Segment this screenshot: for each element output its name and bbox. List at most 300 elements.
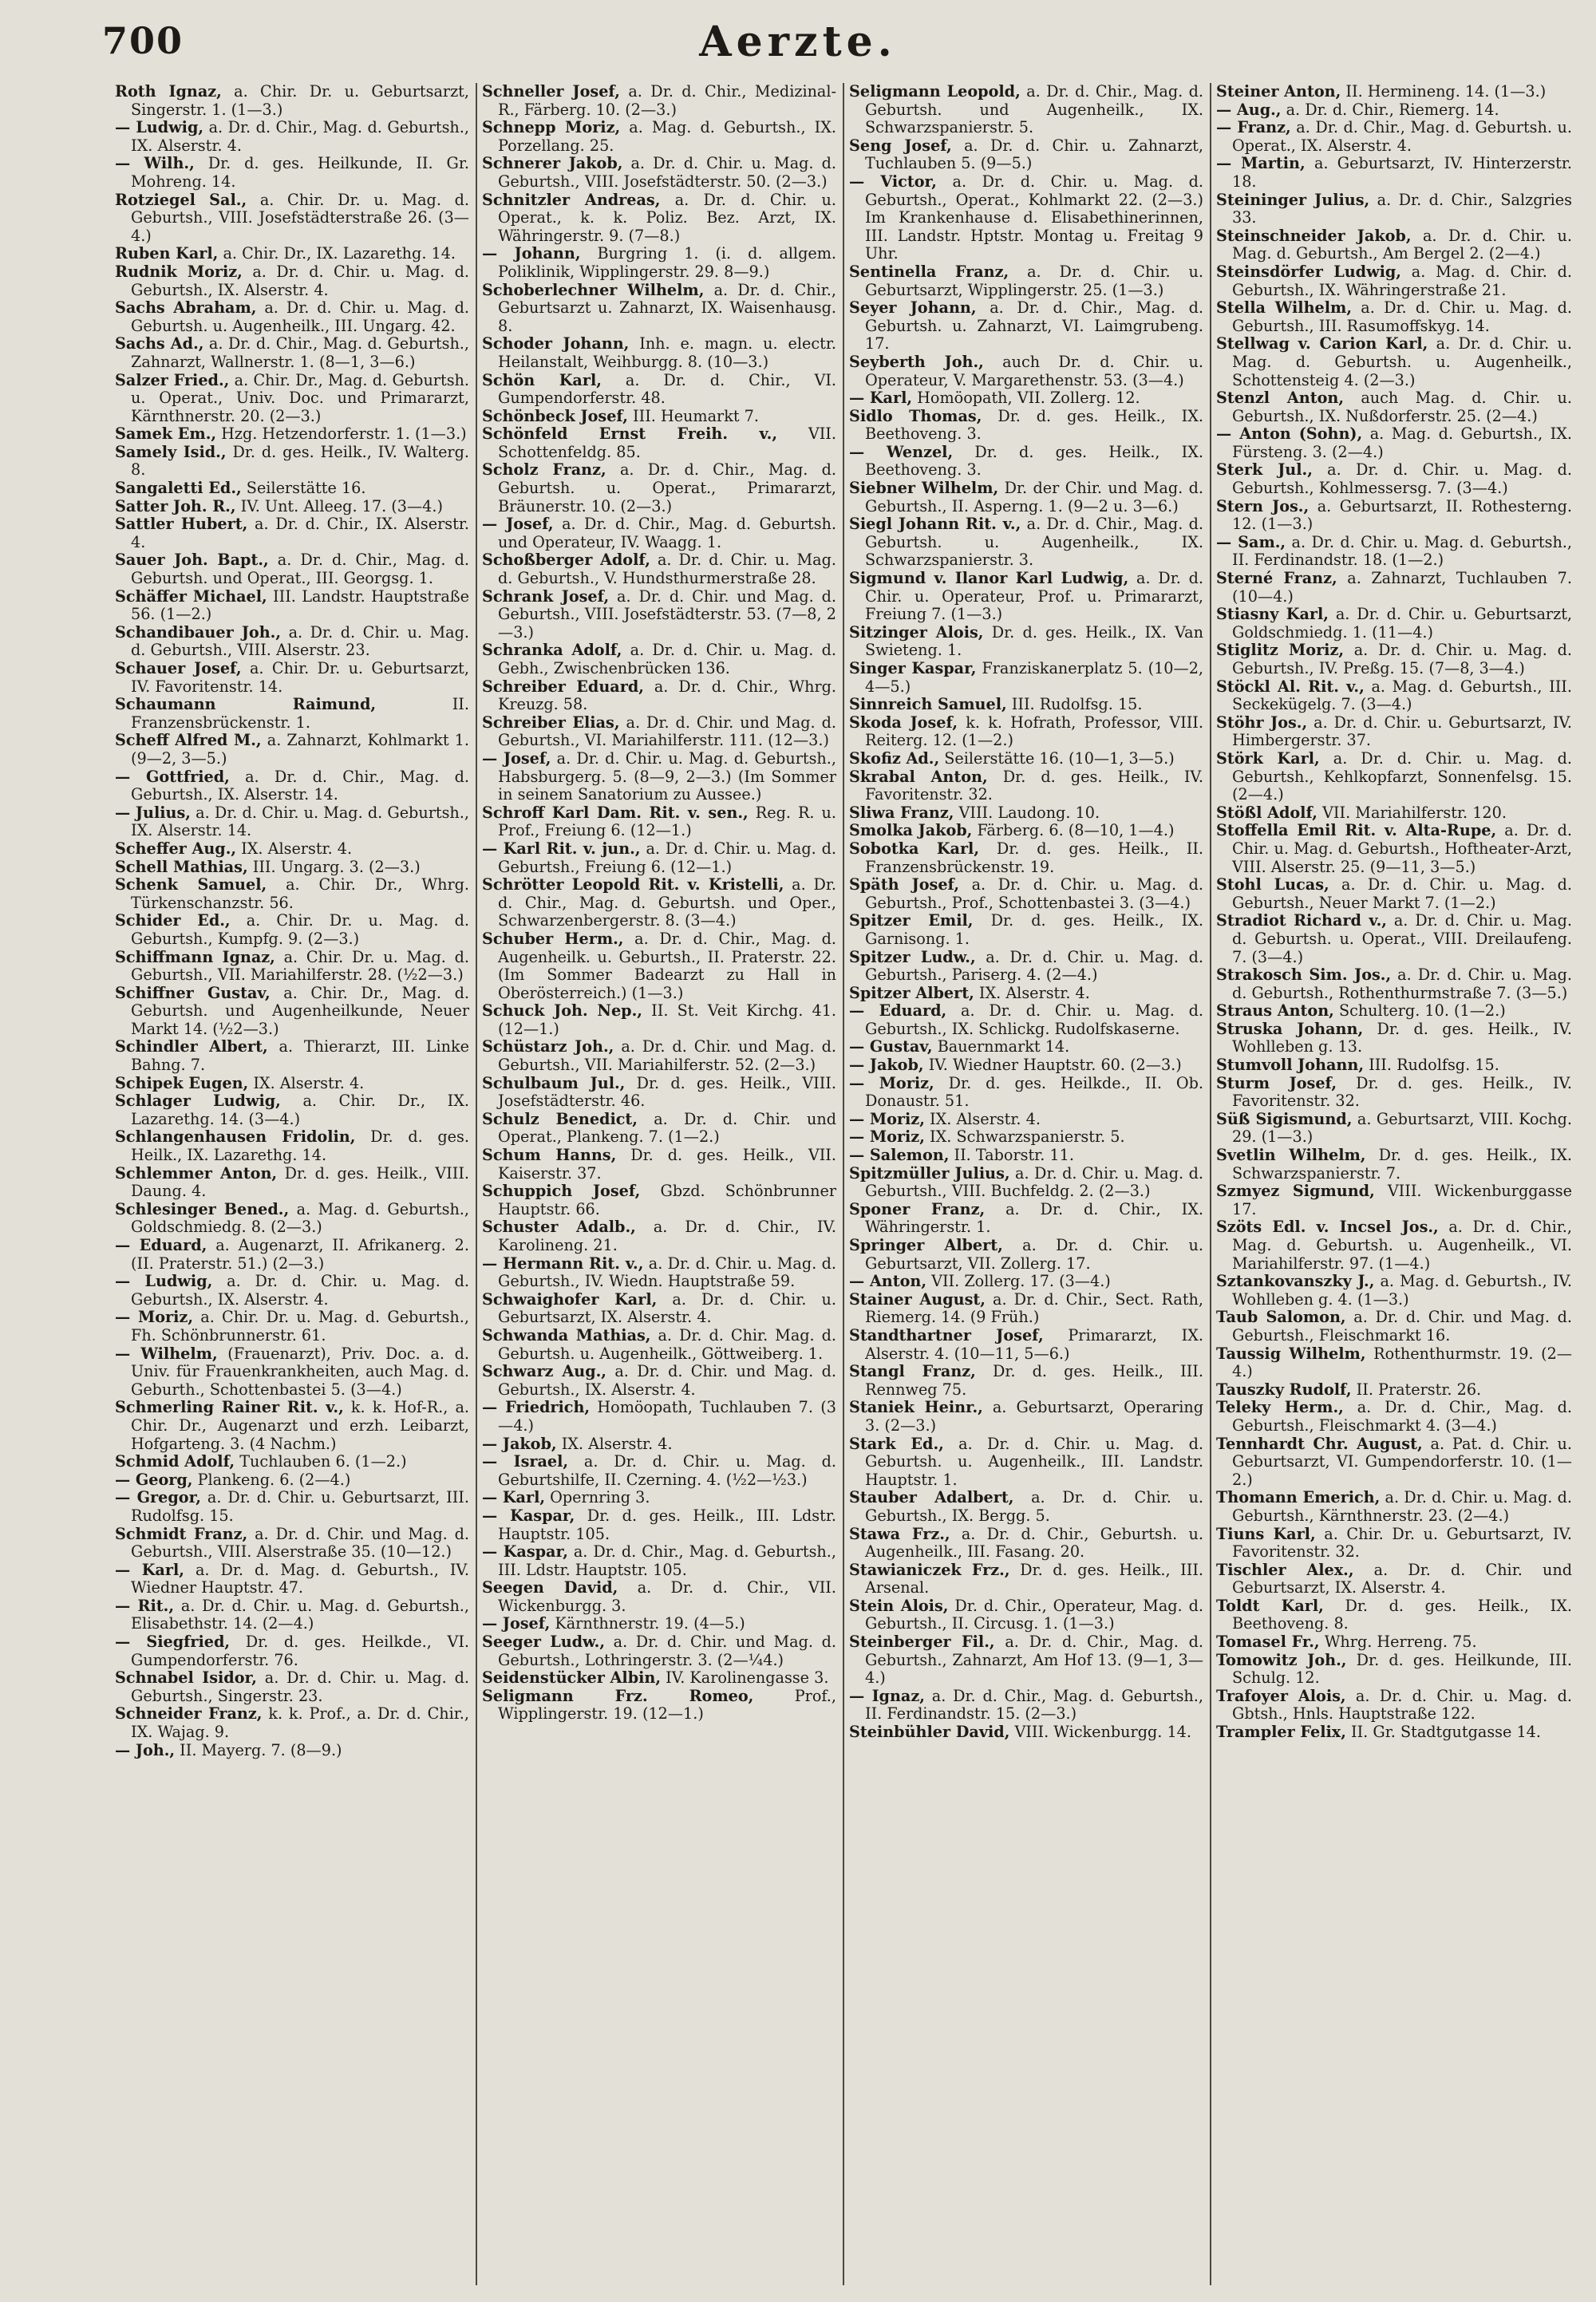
entry-details: a. Dr. d. Chir. u. Mag. d. Gbtsh., Hnls. Hauptstraße 122. <box>1232 1686 1572 1724</box>
entry-details: a. Geburtsarzt, IV. Hinterzerstr. 18. <box>1232 154 1572 191</box>
entry-details: VII. Zollerg. 17. (3—4.) <box>931 1272 1111 1291</box>
entry-name: Sattler Hubert, <box>115 515 248 534</box>
page-number: 700 <box>102 19 184 62</box>
directory-entry <box>849 750 1203 768</box>
directory-entry <box>1216 570 1572 606</box>
entry-name: Seeger Ludw., <box>482 1633 606 1652</box>
entry-details: a. Dr. d. Chir. und Mag. d. Geburtsh., Fleischmarkt 16. <box>1232 1308 1572 1344</box>
entry-name: Schuber Herm., <box>482 929 624 948</box>
entry-name: Tiuns Karl, <box>1216 1524 1316 1543</box>
directory-entry <box>849 83 1203 137</box>
directory-entry <box>115 840 469 859</box>
entry-details: Dr. d. ges. Heilk., IX. Schwarzspanierstr. 7. <box>1232 1146 1572 1183</box>
entry-details: II. Praterstr. 26. <box>1356 1380 1482 1399</box>
entry-details: a. Dr. d. Chir. u. Mag. d. Geburtsh., Operat., Kohlmarkt 22. (2—3.) Im Krankenhause d. Elisabethinerinnen, III. Landstr. Hptstr. Montag u. Freitag 9 Uhr. <box>865 172 1203 263</box>
entry-details: a. Chir. Dr. u. Mag. d. Geburtsh., Kumpfg. 9. (2—3.) <box>131 911 469 948</box>
entry-details: a. Chir. Dr. u. Mag. d. Geburtsh., Fh. Schönbrunnerstr. 61. <box>131 1308 469 1344</box>
entry-name: Schoberlechner Wilhelm, <box>482 280 705 299</box>
directory-entry <box>1216 912 1572 966</box>
entry-name: Standthartner Josef, <box>849 1325 1044 1344</box>
entry-details: Dr. der Chir. und Mag. d. Geburtsh., II. Asperng. 1. (9—2 u. 3—6.) <box>865 479 1203 515</box>
entry-name: Stiasny Karl, <box>1216 605 1329 624</box>
entry-details: a. Dr. d. Chir., Mag. d. Geburtsh. u. Operat., Primararzt, Bräunerstr. 10. (2—3.) <box>498 460 836 515</box>
entry-name: — Gregor, <box>115 1488 201 1507</box>
entry-details: III. Heumarkt 7. <box>633 406 759 425</box>
entry-name: Toldt Karl, <box>1216 1596 1324 1615</box>
entry-name: Schwanda Mathias, <box>482 1325 651 1344</box>
entry-name: Steininger Julius, <box>1216 190 1370 209</box>
directory-entry <box>115 1399 469 1453</box>
entry-details: Dr. d. ges. Heilk., IX. Van Swieteng. 1. <box>865 622 1203 660</box>
entry-name: — Georg, <box>115 1470 193 1489</box>
directory-entry <box>1216 534 1572 570</box>
entry-name: — Moriz, <box>849 1109 925 1128</box>
entry-name: Schuster Adalb., <box>482 1218 636 1237</box>
entry-details: a. Dr. d. Chir. u. Mag. d. Geburtsh., Kehlkopfarzt, Sonnenfelsg. 15. (2—4.) <box>1232 748 1572 804</box>
entry-details: a. Chir. Dr., Mag. d. Geburtsh. u. Operat., Univ. Doc. und Primararzt, Kärnthnerstr. 20. (2—3.) <box>131 370 469 425</box>
directory-columns <box>110 83 1578 2285</box>
entry-name: Schreiber Elias, <box>482 713 620 732</box>
directory-entry <box>482 1075 836 1111</box>
entry-details: k. k. Hofrath, Professor, VIII. Reiterg. 12. (1—2.) <box>865 713 1203 750</box>
entry-name: Steinberger Fil., <box>849 1633 995 1652</box>
directory-entry <box>482 515 836 551</box>
directory-entry <box>1216 1147 1572 1183</box>
entry-details: a. Dr. d. Chir., Geburtsh. u. Augenheilk., III. Fasang. 20. <box>865 1524 1203 1562</box>
entry-name: Springer Albert, <box>849 1236 1003 1254</box>
entry-name: — Johann, <box>482 244 581 263</box>
entry-name: Schenk Samuel, <box>115 875 267 894</box>
directory-entry <box>115 245 469 263</box>
directory-entry <box>849 1056 1203 1075</box>
entry-details: Bauernmarkt 14. <box>937 1037 1070 1056</box>
directory-entry <box>115 1273 469 1309</box>
entry-name: — Moriz, <box>849 1073 934 1092</box>
entry-name: — Ludwig, <box>115 118 204 137</box>
directory-entry <box>849 1526 1203 1562</box>
directory-entry <box>1216 1526 1572 1562</box>
directory-entry <box>482 425 836 461</box>
entry-name: — Anton, <box>849 1272 926 1291</box>
entry-details: a. Dr. d. Chir., Mag. d. Geburtsh. u. Augenheilk., VI. Mariahilferstr. 97. (1—4.) <box>1232 1218 1573 1273</box>
entry-details: Gbzd. Schönbrunner Hauptstr. 66. <box>498 1182 836 1218</box>
entry-details: a. Zahnarzt, Tuchlauben 7. (10—4.) <box>1232 569 1572 606</box>
entry-details: Dr. d. ges. Heilk., II. Franzensbrückenstr. 19. <box>865 839 1203 876</box>
directory-entry <box>849 137 1203 173</box>
entry-name: — Gottfried, <box>115 767 230 786</box>
entry-name: Schmidt Franz, <box>115 1524 248 1543</box>
entry-name: Schönbeck Josef, <box>482 406 628 425</box>
directory-entry <box>115 660 469 696</box>
directory-entry <box>482 1183 836 1218</box>
entry-details: III. Rudolfsg. 15. <box>1369 1056 1499 1075</box>
entry-details: a. Dr. d. Chir., IX. Währingerstr. 1. <box>865 1199 1203 1237</box>
entry-name: — Jakob, <box>849 1056 924 1075</box>
entry-details: Dr. d. Chir., Operateur, Mag. d. Geburtsh., II. Circusg. 1. (1—3.) <box>865 1596 1203 1633</box>
entry-name: Schäffer Michael, <box>115 586 267 606</box>
entry-name: — Karl Rit. v. jun., <box>482 839 641 858</box>
directory-entry <box>1216 1056 1572 1075</box>
entry-name: Salzer Fried., <box>115 370 230 389</box>
entry-name: Schwaighofer Karl, <box>482 1289 658 1309</box>
directory-entry <box>1216 461 1572 497</box>
entry-details: a. Pat. d. Chir. u. Geburtsarzt, VI. Gumpendorferstr. 10. (1—2.) <box>1232 1434 1572 1489</box>
directory-entry <box>115 83 469 119</box>
entry-details: Reg. R. u. Prof., Freiung 6. (12—1.) <box>498 803 836 840</box>
entry-name: Schiffmann Ignaz, <box>115 947 275 966</box>
entry-name: Schönfeld Ernst Freih. v., <box>482 424 778 444</box>
entry-name: Ruben Karl, <box>115 244 219 263</box>
entry-details: Dr. d. ges. Heilk., VIII. Daung. 4. <box>131 1163 469 1201</box>
entry-details: a. Dr. d. Chir., Mag. d. Geburtsh., II. Ferdinandstr. 15. (2—3.) <box>865 1686 1203 1724</box>
directory-entry <box>1216 876 1572 912</box>
entry-details: a. Dr. d. Chir., Whrg. Kreuzg. 58. <box>498 677 836 714</box>
entry-name: Scheff Alfred M., <box>115 731 262 750</box>
directory-entry <box>115 1705 469 1741</box>
entry-name: Seidenstücker Albin, <box>482 1668 662 1688</box>
directory-entry <box>482 282 836 336</box>
directory-entry <box>849 804 1203 823</box>
directory-entry <box>849 876 1203 912</box>
directory-entry <box>849 1147 1203 1165</box>
directory-entry <box>849 1165 1203 1201</box>
directory-entry <box>849 1237 1203 1273</box>
entry-details: a. Dr. d. Chir. u. Mag. d. Geburtsh. u. Augenheilk., III. Ungarg. 42. <box>131 298 469 335</box>
entry-details: a. Dr. d. Chir. u. Geburtsh., IX. Bergg. 5. <box>865 1488 1203 1525</box>
entry-details: a. Dr. d. Chir., IX. Alserstr. 4. <box>131 515 470 551</box>
entry-details: II. Hermineng. 14. (1—3.) <box>1345 83 1547 101</box>
entry-details: auch Mag. d. Chir. u. Geburtsh., IX. Nußdorferstr. 25. (2—4.) <box>1232 389 1572 425</box>
directory-entry <box>849 949 1203 985</box>
entry-details: a. Mag. d. Geburtsh., IX. Fürsteng. 3. (2—4.) <box>1232 424 1572 461</box>
directory-entry <box>482 461 836 515</box>
entry-details: a. Dr. d. Chir., Medizinal-R., Färberg. 10. (2—3.) <box>498 83 836 119</box>
entry-name: Struska Johann, <box>1216 1019 1364 1038</box>
directory-entry <box>482 83 836 119</box>
directory-entry <box>482 642 836 677</box>
entry-name: Stiglitz Moriz, <box>1216 641 1345 660</box>
directory-entry <box>1216 642 1572 677</box>
entry-details: Prof., Wipplingerstr. 19. (12—1.) <box>498 1686 836 1724</box>
directory-entry <box>849 1597 1203 1633</box>
entry-details: Hzg. Hetzendorferstr. 1. (1—3.) <box>221 424 467 444</box>
directory-entry <box>482 372 836 408</box>
entry-details: a. Dr. d. Chir. u. Mag. d. Geburtsh., V. Hundsthurmerstraße 28. <box>498 551 836 588</box>
entry-details: Tuchlauben 6. (1—2.) <box>239 1452 407 1471</box>
entry-details: a. Zahnarzt, Kohlmarkt 1. (9—2, 3—5.) <box>131 731 469 768</box>
entry-name: — Siegfried, <box>115 1633 231 1652</box>
entry-details: IX. Alserstr. 4. <box>930 1109 1041 1128</box>
entry-name: — Rit., <box>115 1596 175 1615</box>
directory-entry <box>482 551 836 587</box>
entry-name: — Sam., <box>1216 532 1286 551</box>
entry-details: Dr. d. ges. Heilk., IX. Lazarethg. 14. <box>131 1127 469 1165</box>
directory-entry <box>849 1038 1203 1056</box>
entry-name: Siegl Johann Rit. v., <box>849 515 1021 534</box>
directory-entry <box>115 1345 469 1400</box>
directory-entry <box>482 678 836 714</box>
entry-name: Spitzer Emil, <box>849 911 974 930</box>
directory-entry <box>482 1688 836 1724</box>
entry-name: Szmyez Sigmund, <box>1216 1182 1375 1201</box>
entry-name: Strakosch Sim. Jos., <box>1216 965 1392 985</box>
directory-entry <box>849 696 1203 714</box>
entry-details: a. Dr. d. Mag. d. Geburtsh., IV. Wiedner Hauptstr. 47. <box>131 1560 469 1597</box>
entry-details: a. Dr. d. Chir., Mag. d. Geburtsh., III. Ldstr. Hauptstr. 105. <box>498 1542 836 1579</box>
entry-name: Schranka Adolf, <box>482 641 622 660</box>
entry-details: Seilerstätte 16. (10—1, 3—5.) <box>944 748 1175 768</box>
entry-details: VIII. Wickenburgg. 14. <box>1014 1723 1191 1742</box>
entry-details: a. Dr. d. Chir. u. Mag. d. Geburtsh., IX. Alserstr. 4. <box>131 262 469 299</box>
directory-entry <box>1216 1345 1572 1381</box>
entry-details: a. Chir. Dr., IX. Lazarethg. 14. <box>223 244 456 263</box>
directory-entry <box>1216 1435 1572 1490</box>
entry-name: Scheffer Aug., <box>115 839 237 858</box>
entry-details: II. Mayerg. 7. (8—9.) <box>180 1740 342 1759</box>
entry-details: a. Mag. d. Geburtsh., III. Seckekügelg. 7. (3—4.) <box>1232 677 1572 714</box>
directory-entry <box>482 1579 836 1615</box>
entry-details: a. Dr. d. Chir. u. Mag. d. Geburtsh., Habsburgerg. 5. (8—9, 2—3.) (Im Sommer in seinem Sanatorium zu Aussee.) <box>498 748 836 804</box>
entry-details: IX. Alserstr. 4. <box>978 983 1090 1002</box>
entry-details: Dr. d. ges. Heilk., IX. Beethoveng. 8. <box>1232 1596 1572 1633</box>
entry-name: Stainer August, <box>849 1289 986 1309</box>
entry-name: Tomowitz Joh., <box>1216 1650 1347 1669</box>
directory-entry <box>1216 263 1572 299</box>
entry-name: Sinnreich Samuel, <box>849 695 1007 714</box>
directory-entry <box>115 1038 469 1074</box>
entry-name: Sponer Franz, <box>849 1199 986 1218</box>
entry-name: Seligmann Frz. Romeo, <box>482 1686 754 1705</box>
entry-name: — Martin, <box>1216 154 1306 173</box>
directory-entry <box>849 1201 1203 1237</box>
directory-entry <box>849 408 1203 444</box>
directory-entry <box>115 1669 469 1705</box>
entry-details: IX. Alserstr. 4. <box>253 1073 365 1092</box>
directory-entry <box>1216 1309 1572 1344</box>
entry-name: Sitzinger Alois, <box>849 622 984 642</box>
entry-details: a. Dr. d. Chir. u. Mag. d. Geburtsh., Am Bergel 2. (2—4.) <box>1232 226 1572 263</box>
entry-details: a. Chir. Dr., IX. Lazarethg. 14. (3—4.) <box>131 1092 469 1128</box>
directory-entry <box>482 1399 836 1435</box>
directory-entry <box>482 1489 836 1507</box>
entry-name: Schlangenhausen Fridolin, <box>115 1127 356 1147</box>
entry-name: Sidlo Thomas, <box>849 406 982 425</box>
entry-name: — Gustav, <box>849 1037 933 1056</box>
entry-name: Skoda Josef, <box>849 713 958 732</box>
entry-name: Samely Isid., <box>115 442 227 461</box>
directory-entry <box>849 263 1203 299</box>
entry-details: a. Dr. d. Chir., Mag. d. Geburtsh. und Augenheilk., IX. Schwarzspanierstr. 5. <box>865 83 1203 137</box>
entry-name: Schnerer Jakob, <box>482 154 623 173</box>
entry-details: a. Mag. d. Chir. d. Geburtsh., IX. Währingerstraße 21. <box>1232 262 1572 299</box>
entry-details: a. Dr. d. Chir. u. Geburtsarzt, Wipplingerstr. 25. (1—3.) <box>865 262 1203 299</box>
entry-details: Schulterg. 10. (1—2.) <box>1338 1001 1506 1021</box>
entry-details: a. Chir. Dr. u. Mag. d. Geburtsh., VIII. Josefstädterstraße 26. (3—4.) <box>131 190 469 245</box>
directory-entry <box>115 1075 469 1093</box>
entry-name: Stradiot Richard v., <box>1216 911 1387 930</box>
entry-name: Stöhr Jos., <box>1216 713 1308 732</box>
entry-details: a. Dr. d. Chir. u. Mag. d. Geburtshilfe, II. Czerning. 4. (½2—½3.) <box>498 1452 836 1489</box>
directory-entry <box>115 732 469 768</box>
directory-entry <box>1216 1273 1572 1309</box>
entry-name: — Kaspar, <box>482 1506 575 1525</box>
entry-details: a. Mag. d. Geburtsh., IV. Wohlleben g. 4. (1—3.) <box>1232 1272 1572 1309</box>
entry-details: a. Thierarzt, III. Linke Bahng. 7. <box>131 1037 469 1075</box>
entry-details: a. Chir. Dr., Mag. d. Geburtsh. und Augenheilkunde, Neuer Markt 14. (½2—3.) <box>131 983 469 1038</box>
entry-details: Dr. d. ges. Heilkde., II. Ob. Donaustr. 51. <box>865 1073 1203 1111</box>
directory-entry <box>849 1273 1203 1291</box>
entry-name: Siebner Wilhelm, <box>849 479 999 498</box>
directory-entry <box>849 1327 1203 1363</box>
entry-details: IV. Karolinengasse 3. <box>666 1668 829 1688</box>
directory-entry <box>482 1669 836 1688</box>
directory-entry <box>1216 155 1572 191</box>
entry-details: Dr. d. ges. Heilk., IV. Favoritenstr. 32. <box>1232 1073 1572 1111</box>
entry-details: a. Chir. Dr. u. Geburtsarzt, Singerstr. 1. (1—3.) <box>131 83 469 119</box>
entry-details: a. Chir. Dr. u. Geburtsarzt, IV. Favoritenstr. 14. <box>131 659 469 696</box>
entry-details: Dr. d. ges. Heilk., IV. Wohlleben g. 13. <box>1232 1019 1572 1056</box>
entry-details: IV. Unt. Alleeg. 17. (3—4.) <box>240 496 443 515</box>
entry-name: Sobotka Karl, <box>849 839 980 858</box>
entry-details: a. Dr. d. Chir. u. Mag. d. Geburtsh., IX. Alserstr. 14. <box>131 803 469 840</box>
entry-name: Sturm Josef, <box>1216 1073 1337 1092</box>
entry-name: Schipek Eugen, <box>115 1073 249 1092</box>
entry-name: — Jakob, <box>482 1434 557 1453</box>
directory-entry <box>115 876 469 912</box>
entry-details: Dr. d. ges. Heilk., IX. Beethoveng. 3. <box>865 406 1203 444</box>
entry-details: a. Dr. d. Chir. u. Mag. d. Geburtsh. u. Operat., VIII. Dreilaufeng. 7. (3—4.) <box>1232 911 1572 966</box>
directory-entry <box>849 985 1203 1003</box>
entry-name: Sangaletti Ed., <box>115 479 242 498</box>
entry-details: IX. Schwarzspanierstr. 5. <box>930 1127 1125 1147</box>
entry-details: a. Dr. d. Chir. u. Mag. d. Geburtsh., Hoftheater-Arzt, VIII. Alserstr. 25. (9—11, 3—5.) <box>1232 821 1572 876</box>
directory-entry <box>115 372 469 426</box>
entry-name: Stöckl Al. Rit. v., <box>1216 677 1365 696</box>
entry-details: III. Landstr. Hauptstraße 56. (1—2.) <box>131 586 469 624</box>
directory-entry <box>1216 966 1572 1002</box>
entry-details: a. Dr. d. Chir. und Mag. d. Geburtsh., IX. Alserstr. 4. <box>498 1362 836 1399</box>
entry-name: Stellwag v. Carion Karl, <box>1216 334 1428 353</box>
directory-entry <box>1216 335 1572 389</box>
entry-details: a. Dr. d. Chir. u. Mag. d. Geburtsh., IX. Schlickg. Rudolfskaserne. <box>865 1001 1203 1038</box>
directory-entry <box>482 840 836 876</box>
entry-name: Schön Karl, <box>482 370 602 389</box>
entry-details: a. Dr. d. Chir. u. Mag. d. Geburtsh., II. Ferdinandstr. 18. (1—2.) <box>1232 532 1572 570</box>
entry-details: k. k. Hof-R., a. Chir. Dr., Augenarzt und erzh. Leibarzt, Hofgarteng. 3. (4 Nachm.) <box>131 1398 469 1453</box>
entry-name: Tischler Alex., <box>1216 1560 1354 1579</box>
entry-name: — Joh., <box>115 1740 176 1759</box>
directory-entry <box>115 1489 469 1525</box>
entry-name: Schiffner Gustav, <box>115 983 271 1002</box>
directory-entry <box>1216 750 1572 804</box>
entry-details: a. Dr. d. Chir. und Mag. d. Geburtsh., VII. Mariahilferstr. 52. (2—3.) <box>498 1037 836 1075</box>
entry-details: Dr. d. ges. Heilk., III. Rennweg 75. <box>865 1362 1203 1399</box>
entry-name: Tauszky Rudolf, <box>1216 1380 1352 1399</box>
entry-name: Spitzer Albert, <box>849 983 974 1002</box>
entry-name: Sztankovanszky J., <box>1216 1272 1375 1291</box>
directory-entry <box>849 624 1203 660</box>
entry-details: Plankeng. 6. (2—4.) <box>197 1470 351 1489</box>
directory-entry <box>482 1002 836 1038</box>
entry-details: a. Dr. d. Chir. u. Geburtsarzt, III. Rudolfsg. 15. <box>131 1488 469 1525</box>
entry-name: Schmid Adolf, <box>115 1452 235 1471</box>
entry-name: — Wilh., <box>115 154 195 173</box>
entry-name: Schroff Karl Dam. Rit. v. sen., <box>482 803 749 822</box>
entry-details: a. Dr. d. Chir., Mag. d. Geburtsh., Zahnarzt, Am Hof 13. (9—1, 3—4.) <box>865 1633 1203 1688</box>
entry-details: a. Augenarzt, II. Afrikanerg. 2. (II. Praterstr. 51.) (2—3.) <box>131 1236 469 1273</box>
directory-entry <box>115 804 469 840</box>
entry-name: Späth Josef, <box>849 875 960 894</box>
entry-details: Inh. e. magn. u. electr. Heilanstalt, Weihburgg. 8. (10—3.) <box>498 334 836 371</box>
directory-entry <box>1216 822 1572 876</box>
entry-details: a. Dr. d. Chir. u. Mag. d. Geburtsh., IV. Wiedn. Hauptstraße 59. <box>498 1254 836 1291</box>
entry-details: a. Dr. d. Chir. und Mag. d. Geburtsh., VI. Mariahilferstr. 111. (12—3.) <box>498 713 836 750</box>
directory-entry <box>482 1435 836 1454</box>
entry-details: a. Dr. d. Chir. u. Zahnarzt, Tuchlauben 5. (9—5.) <box>865 136 1203 173</box>
directory-entry <box>482 1291 836 1327</box>
entry-name: Seegen David, <box>482 1578 618 1597</box>
entry-name: — Israel, <box>482 1452 569 1471</box>
directory-entry <box>115 299 469 335</box>
entry-name: Schneller Josef, <box>482 83 620 101</box>
entry-name: Schrank Josef, <box>482 586 610 606</box>
entry-name: Schüstarz Joh., <box>482 1037 614 1056</box>
directory-entry <box>849 515 1203 570</box>
directory-entry <box>849 822 1203 840</box>
entry-name: — Karl, <box>115 1560 184 1579</box>
directory-entry <box>482 335 836 371</box>
entry-name: — Karl, <box>849 389 913 408</box>
entry-name: Sauer Joh. Bapt., <box>115 551 269 570</box>
entry-name: Stangl Franz, <box>849 1362 976 1381</box>
directory-entry <box>1216 606 1572 642</box>
entry-name: — Aug., <box>1216 100 1282 119</box>
directory-entry <box>849 480 1203 515</box>
directory-entry <box>482 1255 836 1291</box>
entry-details: a. Dr. d. Chir. und Operat., Plankeng. 7. (1—2.) <box>498 1109 836 1147</box>
directory-entry <box>115 192 469 246</box>
directory-entry <box>115 1526 469 1562</box>
entry-details: a. Dr. d. Chir. u. Mag. d. Geburtsh., IV. Preßg. 15. (7—8, 3—4.) <box>1232 641 1572 677</box>
directory-entry <box>115 1562 469 1597</box>
entry-details: IV. Wiedner Hauptstr. 60. (2—3.) <box>928 1056 1182 1075</box>
directory-entry <box>115 624 469 660</box>
entry-name: Schaumann Raimund, <box>115 695 377 714</box>
entry-details: Burgring 1. (i. d. allgem. Poliklinik, Wipplingerstr. 29. 8—9.) <box>498 244 837 281</box>
entry-name: Spitzmüller Julius, <box>849 1163 1010 1183</box>
entry-name: Skrabal Anton, <box>849 767 988 786</box>
directory-entry <box>1216 498 1572 534</box>
entry-details: a. Dr. d. Chir. u. Mag. d. Geburtsh., Singerstr. 23. <box>131 1668 469 1705</box>
directory-entry <box>1216 714 1572 750</box>
directory-entry <box>115 480 469 498</box>
entry-details: a. Dr. d. Chir., Mag. d. Geburtsh., IX. Alserstr. 14. <box>131 767 470 804</box>
entry-name: Trafoyer Alois, <box>1216 1686 1346 1705</box>
entry-details: Primararzt, IX. Alserstr. 4. (10—11, 5—6.) <box>865 1325 1203 1363</box>
entry-details: II. St. Veit Kirchg. 41. (12—1.) <box>498 1001 836 1038</box>
entry-name: — Moriz, <box>115 1308 194 1327</box>
directory-entry <box>482 119 836 155</box>
entry-name: Sliwa Franz, <box>849 803 954 822</box>
entry-name: Schindler Albert, <box>115 1037 268 1056</box>
directory-entry <box>115 912 469 948</box>
directory-entry <box>849 1075 1203 1111</box>
entry-name: Süß Sigismund, <box>1216 1109 1353 1128</box>
entry-name: — Anton (Sohn), <box>1216 424 1363 444</box>
directory-entry <box>849 1435 1203 1490</box>
directory-entry <box>115 859 469 877</box>
entry-details: a. Dr. d. Chir., Mag. d. Augenheilk. u. Geburtsh., II. Praterstr. 22. (Im Sommer Badearzt zu Hall in Oberösterreich.) (1—3.) <box>498 929 836 1002</box>
